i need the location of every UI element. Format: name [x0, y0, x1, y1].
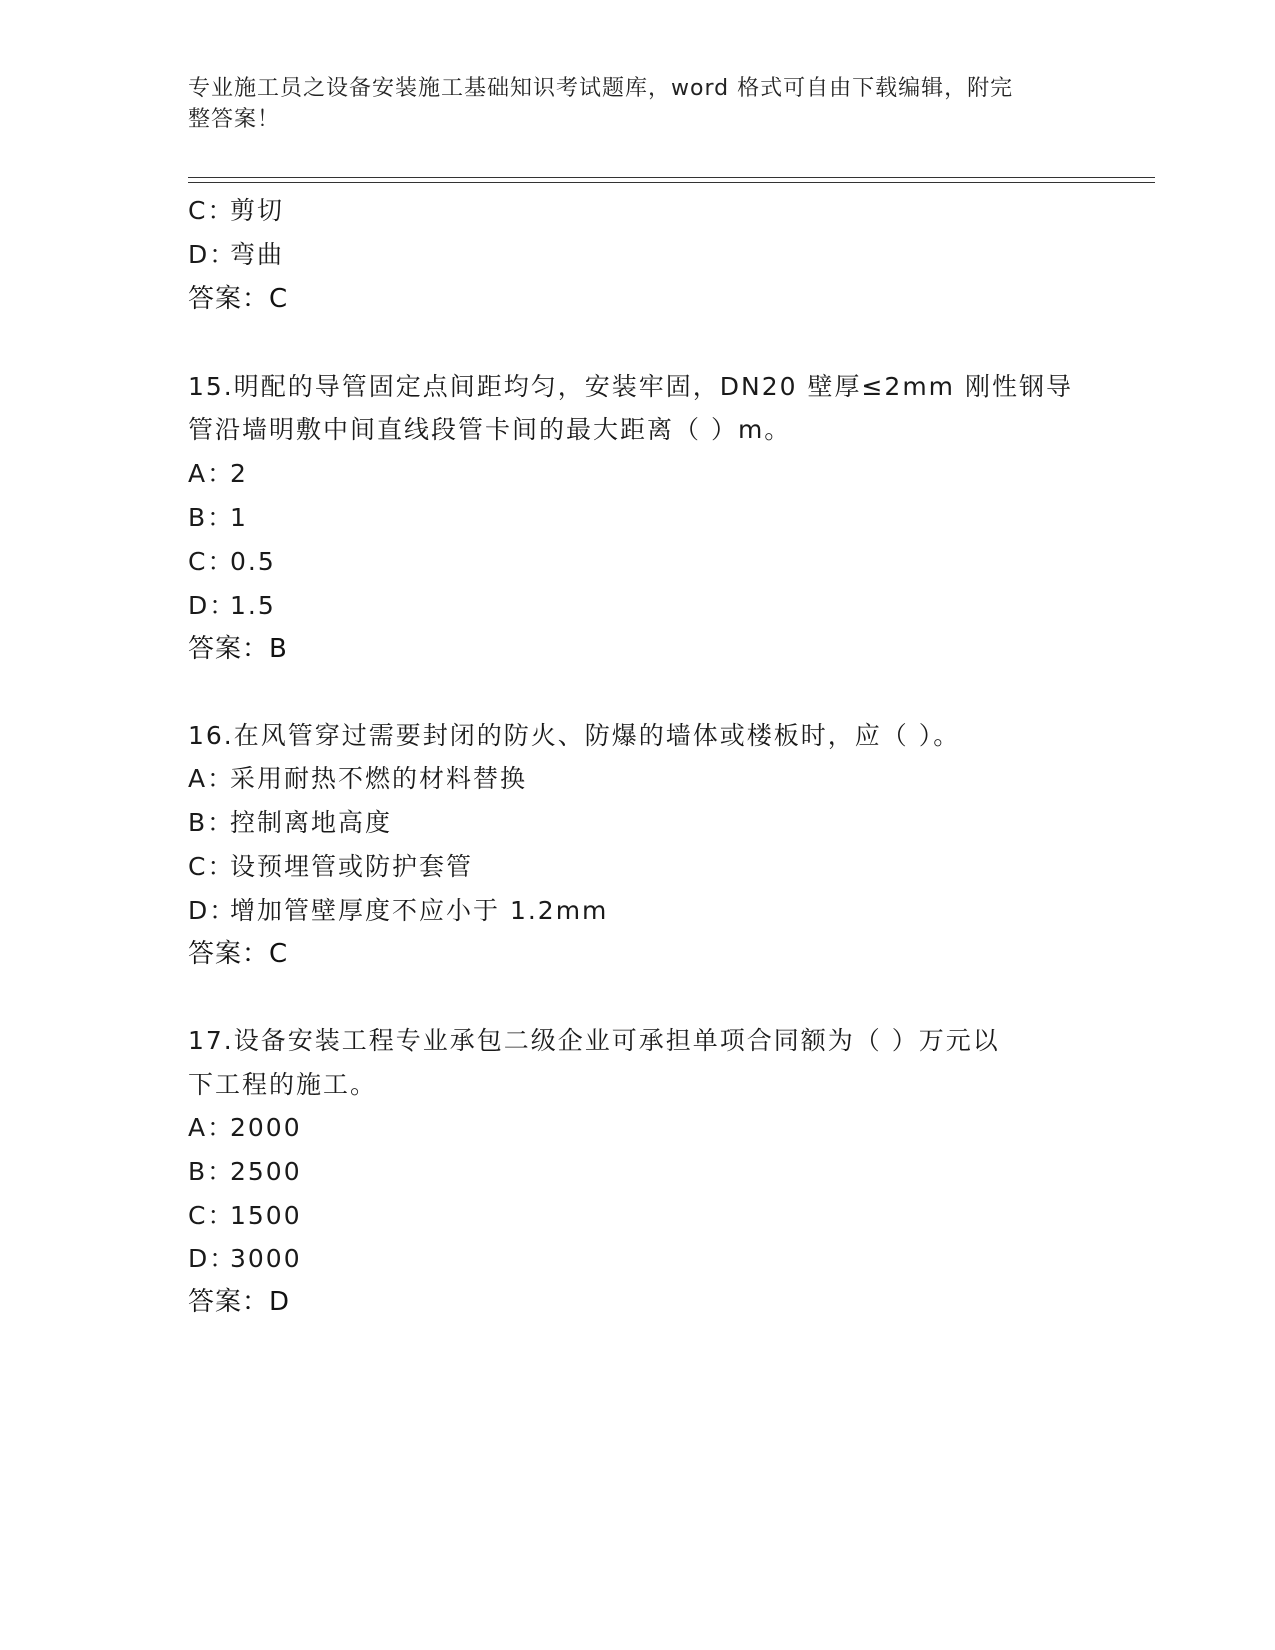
question-16-option-a: A：采用耐热不燃的材料替换 [188, 764, 528, 793]
question-16-option-d: D：增加管壁厚度不应小于 1.2mm [188, 896, 609, 925]
question-17-option-d: D：3000 [188, 1244, 302, 1273]
question-15-option-a: A：2 [188, 459, 248, 488]
question-16-option-c: C：设预埋管或防护套管 [188, 852, 474, 881]
question-16-answer: 答案：C [188, 939, 289, 969]
question-15-stem-line-2: 管沿墙明敷中间直线段管卡间的最大距离（ ）m。 [188, 415, 792, 444]
question-15-option-d: D：1.5 [188, 591, 276, 620]
question-17-answer: 答案：D [188, 1287, 291, 1317]
header-line-2: 整答案！ [188, 107, 281, 132]
question-17-option-a: A：2000 [188, 1113, 302, 1142]
question-16-option-b: B：控制离地高度 [188, 808, 393, 837]
question-15-option-b: B：1 [188, 503, 248, 532]
option-d: D：弯曲 [188, 240, 285, 269]
header-rule-top [188, 177, 1155, 178]
question-15-stem-line-1: 15.明配的导管固定点间距均匀，安装牢固，DN20 壁厚≤2mm 刚性钢导 [188, 372, 1073, 401]
header-rule-bottom [188, 182, 1155, 183]
option-c: C：剪切 [188, 196, 285, 225]
question-17-stem-line-1: 17.设备安装工程专业承包二级企业可承担单项合同额为（ ）万元以 [188, 1026, 1000, 1055]
document-header [188, 73, 1088, 135]
question-15-answer: 答案：B [188, 634, 288, 664]
header-line-1: 专业施工员之设备安装施工基础知识考试题库，word 格式可自由下载编辑，附完 [188, 76, 1014, 101]
question-17-option-c: C：1500 [188, 1201, 302, 1230]
question-17-stem-line-2: 下工程的施工。 [188, 1070, 378, 1099]
answer-line: 答案：C [188, 284, 289, 314]
question-17-option-b: B：2500 [188, 1157, 302, 1186]
question-16-stem-line-1: 16.在风管穿过需要封闭的防火、防爆的墙体或楼板时，应（ ）。 [188, 721, 961, 750]
question-15-option-c: C：0.5 [188, 547, 276, 576]
